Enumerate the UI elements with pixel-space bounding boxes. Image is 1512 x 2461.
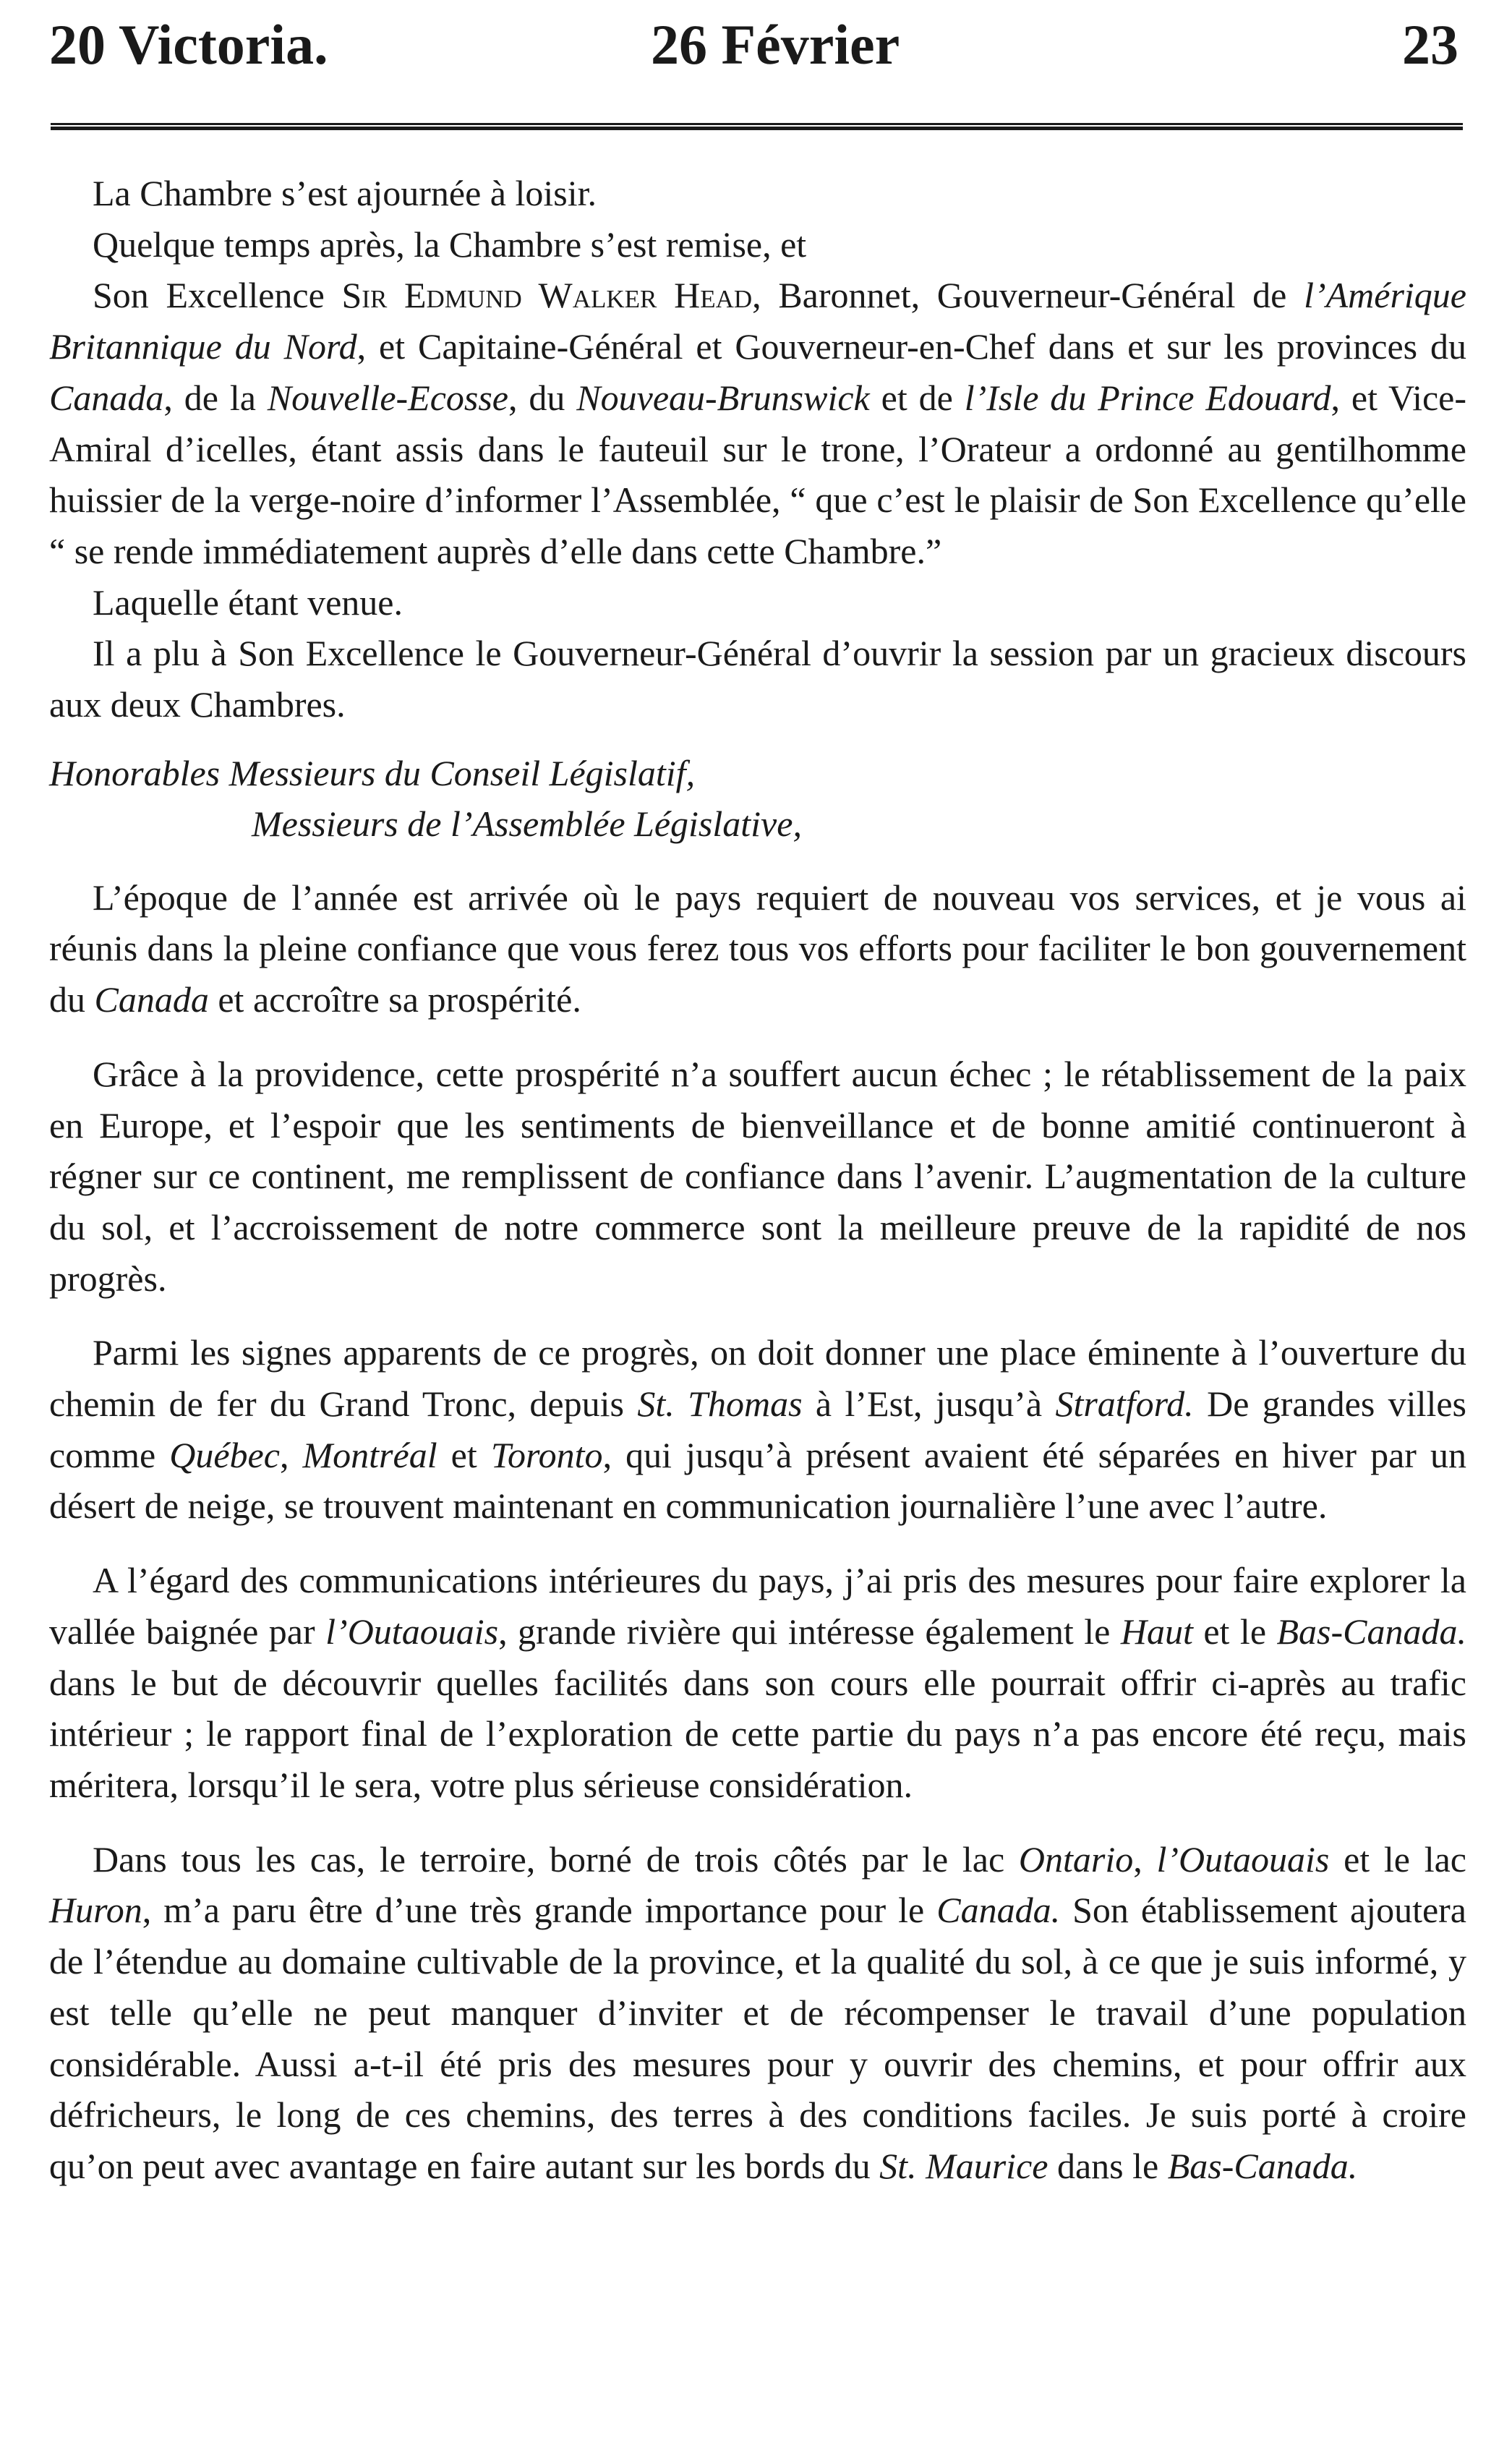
page-number: 23 [1402, 13, 1458, 76]
paragraph-prosperity: Grâce à la providence, cette prospérité n’a souffert aucun échec ; le rétablissement de la paix en Europe, et l’espoir que les sentiments de bienveillance et de bonne amitié continueront à régner sur ce continent, me remplissent de confiance dans l’avenir. L’augmentation de la culture du sol, et l’accroissement de notre commerce sont la meilleure preuve de la rapidité de nos progrès. [49, 1053, 1466, 1299]
paragraph-session-opening: Il a plu à Son Excellence le Gouverneur-Général d’ouvrir la session par un gracieux discours aux deux Chambres. [49, 633, 1466, 725]
paragraph-assembly-came: Laquelle étant venue. [93, 581, 403, 623]
body-text [49, 168, 1466, 2192]
header-regnal-year: 20 Victoria. [49, 13, 328, 76]
paragraph-services: L’époque de l’année est arrivée où le pays requiert de nouveau vos services, et je vous ai réunis dans la pleine confiance que vous ferez tous vos efforts pour faciliter le bon gouvernement du Canada et accroître sa prospérité. [49, 877, 1466, 1020]
paragraph-governor-arrival: Son Excellence Sir Edmund Walker Head, Baronnet, Gouverneur-Général de l’Amérique Britannique du Nord, et Capitaine-Général et Gouverneur-en-Chef dans et sur les provinces du Canada, de la Nouvelle-Ecosse, du Nouveau-Brunswick et de l’Isle du Prince Edouard, et Vice-Amiral d’icelles, étant assis dans le fauteuil sur le trone, l’Orateur a ordonné au gentilhomme huissier de la verge-noire d’informer l’Assemblée, “ que c’est le plaisir de Son Excellence qu’elle “ se rende immédiatement auprès d’elle dans cette Chambre.” [49, 275, 1467, 571]
paragraph-ottawa-exploration: A l’égard des communications intérieures du pays, j’ai pris des mesures pour faire explorer la vallée baignée par l’Outaouais, grande rivière qui intéresse également le Haut et le Bas-Canada. dans le but de découvrir quelles facilités dans son cours elle pourrait offrir ci-après au trafic intérieur ; le rapport final de l’exploration de cette partie du pays n’a pas encore été reçu, mais méritera, lorsqu’il le sera, votre plus sérieuse considération. [49, 1560, 1467, 1805]
header-date: 26 Février [651, 13, 900, 76]
governor-name: Sir Edmund Walker Head [341, 275, 753, 316]
running-head [43, 9, 1469, 81]
paragraph-territory: Dans tous les cas, le terroire, borné de trois côtés par le lac Ontario, l’Outaouais et le lac Huron, m’a paru être d’une très grande importance pour le Canada. Son établissement ajoutera de l’étendue au domaine cultivable de la province, et la qualité du sol, à ce que je suis informé, y est telle qu’elle ne peut manquer d’inviter et de récompenser le travail d’une population considérable. Aussi a-t-il été pris des mesures pour y ouvrir des chemins, et pour offrir aux défricheurs, le long de ces chemins, des terres à des conditions faciles. Je suis porté à croire qu’on peut avec avantage en faire autant sur les bords du St. Maurice dans le Bas-Canada. [49, 1838, 1466, 2186]
address-line-council: Honorables Messieurs du Conseil Législatif, [49, 752, 696, 793]
speech-address [49, 748, 1466, 849]
address-line-assembly: Messieurs de l’Assemblée Législative, [252, 803, 802, 844]
paragraph-resumption: Quelque temps après, la Chambre s’est remise, et [93, 223, 807, 265]
paragraph-adjournment: La Chambre s’est ajournée à loisir. [93, 173, 597, 213]
paragraph-railway: Parmi les signes apparents de ce progrès, on doit donner une place éminente à l’ouverture du chemin de fer du Grand Tronc, depuis St. Thomas à l’Est, jusqu’à Stratford. De grandes villes comme Québec, Montréal et Toronto, qui jusqu’à présent avaient été séparées en hiver par un désert de neige, se trouvent maintenant en communication journalière l’une avec l’autre. [49, 1332, 1466, 1527]
header-rule [51, 123, 1463, 130]
